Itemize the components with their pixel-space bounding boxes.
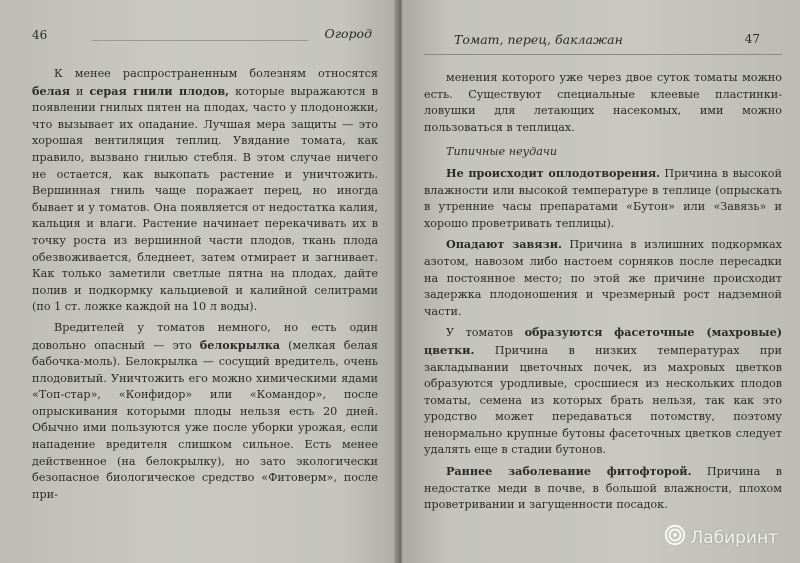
text-run: Вредителей у томатов немного, но есть один довольно опасный — это bbox=[32, 320, 378, 352]
left-page-header bbox=[32, 22, 378, 50]
header-rule bbox=[92, 40, 308, 41]
text-run: (мелкая белая бабочка-моль). Белокрылка — сосущий вредитель, очень плодовитый. Уничтожить его можно химическими ядами «Топ-стар», «Конфидор» или «Командор», после опрыскивания которыми плоды нельзя есть 20 дней. Обычно ими пользуются уже после уборки урожая, если нападение вредителя слишком сильное. Есть менее действенное (на белокрылку), но зато экологически безопасное биологическое средство «Фитоверм», после при- bbox=[32, 338, 378, 501]
bold-term: белокрылка bbox=[199, 337, 281, 352]
bold-term: Опадают завязи. bbox=[446, 237, 562, 252]
paragraph-pests bbox=[32, 320, 378, 504]
failure-item bbox=[424, 324, 782, 459]
bold-term: образуются фасеточные (махровые) цветки. bbox=[424, 325, 782, 357]
text-run: Причина в недостатке меди в почве, в большой влажности, плохом проветривании и загущенности посадок. bbox=[424, 465, 782, 512]
left-page bbox=[0, 0, 398, 563]
header-rule bbox=[424, 54, 782, 55]
text-run: которые выражаются в появлении гнилых пятен на плодах, часто у плодоножки, что вызывает их опадание. Лучшая мера защиты — это хорошая вентиляция теплиц. Увядание томата, как правило, вызвано гнилью стебля. В этом случае ничего не остается, как выкопать растение и уничтожить. Вершинная гниль чаще поражает перец, но иногда бывает и у томатов. Она появляется от недостатка калия, кальция и влаги. Растение начинает перекачивать их в точку роста из вершинной части плодов, ткань плода обезвоживается, бледнеет, затем отмирает и загнивает. Как только заметили светлые пятна на плодах, дайте полив и подкормку кальциевой и калийной селитрами (по 1 ст. ложке каждой на 10 л воды). bbox=[32, 84, 379, 314]
labyrinth-logo-icon bbox=[664, 524, 686, 551]
subheading-typical-failures: Типичные неудачи bbox=[446, 145, 558, 159]
right-page-number: 47 bbox=[744, 32, 760, 46]
failure-item bbox=[424, 236, 782, 320]
text-run: К менее распространенным болезням относятся bbox=[54, 67, 378, 80]
failure-item bbox=[424, 463, 782, 514]
bold-term: белая bbox=[32, 83, 70, 98]
failure-item bbox=[424, 165, 782, 232]
text-run: Причина в высокой влажности или высокой температуре в теплице (опрыскать в утренние часы препаратами «Бутон» или «Завязь» и хорошо проветривать теплицы). bbox=[424, 166, 782, 230]
left-page-number: 46 bbox=[32, 28, 48, 42]
text-run: Причина в излишних подкормках азотом, навозом либо настоем сорняков после пересадки на постоянное место; по этой же причине происходит задержка плодоношения и чрезмерный рост надземной части. bbox=[424, 238, 782, 318]
right-page-header bbox=[424, 32, 782, 60]
paragraph-intro: менения которого уже через двое суток томаты можно есть. Существуют специальные клеевые пластинки-ловушки для летающих насекомых, ими можно пользоваться в теплицах. bbox=[424, 71, 782, 134]
text-run: и bbox=[69, 84, 90, 98]
watermark-text: Лабиринт bbox=[690, 527, 778, 548]
right-running-title: Томат, перец, баклажан bbox=[454, 32, 623, 47]
paragraph-diseases bbox=[32, 66, 378, 316]
left-running-title: Огород bbox=[324, 26, 372, 41]
text-run: Причина в низких температурах при закладывании цветочных почек, из махровых цветков образуются уродливые, сросшиеся из нескольких плодов томаты, семена из которых брать нельзя, так как это уродство может передаваться потомству, поэтому ненормально крупные бутоны фасеточных цветков следует удалять еще в стадии бутонов. bbox=[424, 343, 782, 457]
bold-term: Раннее заболевание фитофторой. bbox=[446, 464, 692, 479]
bold-term: Не происходит оплодотворения. bbox=[446, 165, 661, 180]
right-page bbox=[402, 0, 800, 563]
right-page-body bbox=[424, 70, 782, 514]
bold-term: серая гнили плодов, bbox=[89, 83, 230, 98]
text-run: У томатов bbox=[446, 326, 525, 340]
left-page-body bbox=[32, 66, 378, 503]
watermark bbox=[664, 524, 778, 551]
